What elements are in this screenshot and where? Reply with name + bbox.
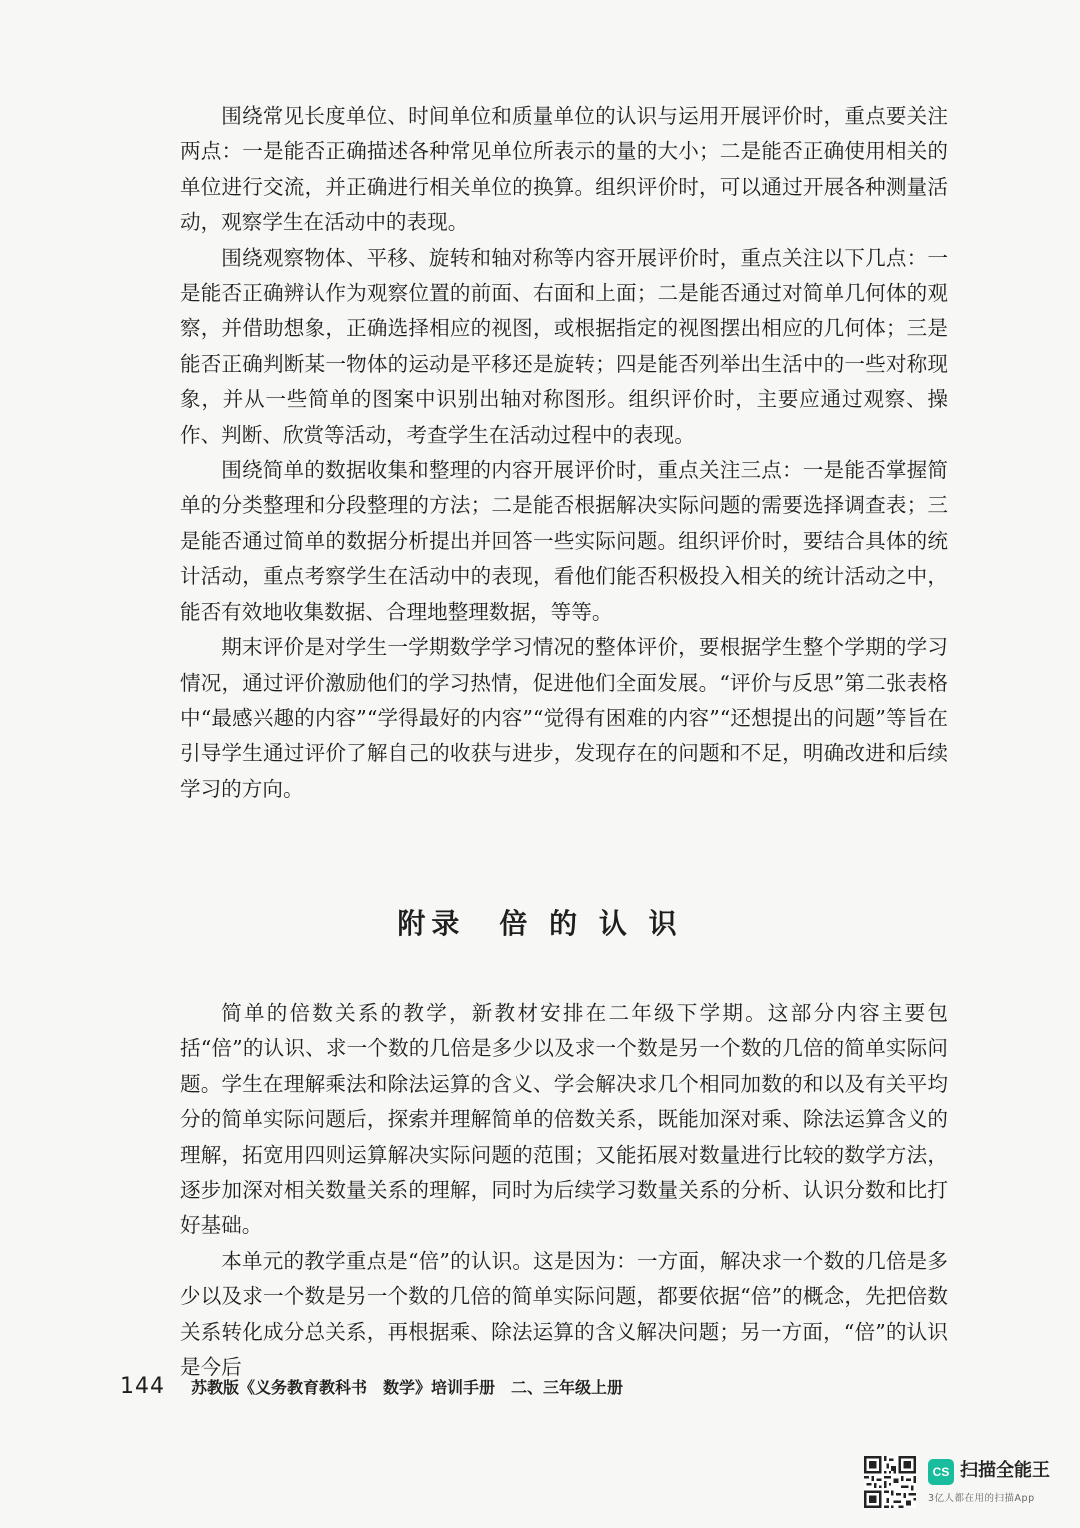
camscanner-logo-icon[interactable]: CS: [928, 1459, 954, 1485]
page-number: 144: [120, 1374, 165, 1399]
paragraph: 简单的倍数关系的教学，新教材安排在二年级下学期。这部分内容主要包括“倍”的认识、求一个数的几倍是多少以及求一个数是另一个数的几倍的简单实际问题。学生在理解乘法和除法运算的含义、学会解决求几个相同加数的和以及有关平均分的简单实际问题后，探索并理解简单的倍数关系，既能加深对乘、除法运算含义的理解，拓宽用四则运算解决实际问题的范围；又能拓展对数量进行比较的数学方法，逐步加深对相关数量关系的理解，同时为后续学习数量关系的分析、认识分数和比打好基础。: [180, 1001, 948, 1238]
paragraph: 围绕常见长度单位、时间单位和质量单位的认识与运用开展评价时，重点要关注两点：一是能否正确描述各种常见单位所表示的量的大小；二是能否正确使用相关的单位进行交流，并正确进行相关单位的换算。组织评价时，可以通过开展各种测量活动，观察学生在活动中的表现。: [180, 104, 948, 235]
paragraph: 围绕简单的数据收集和整理的内容开展评价时，重点关注三点：一是能否掌握简单的分类整理和分段整理的方法；二是能否根据解决实际问题的需要选择调查表；三是能否通过简单的数据分析提出并回答一些实际问题。组织评价时，要结合具体的统计活动，重点考察学生在活动中的表现，看他们能否积极投入相关的统计活动之中，能否有效地收集数据、合理地整理数据，等等。: [180, 458, 948, 624]
paragraph: 围绕观察物体、平移、旋转和轴对称等内容开展评价时，重点关注以下几点：一是能否正确辨认作为观察位置的前面、右面和上面；二是能否通过对简单几何体的观察，并借助想象，正确选择相应的视图，或根据指定的视图摆出相应的几何体；三是能否正确判断某一物体的运动是平移还是旋转；四是能否列举出生活中的一些对称现象，并从一些简单的图案中识别出轴对称图形。组织评价时，主要应通过观察、操作、判断、欣赏等活动，考查学生在活动过程中的表现。: [180, 245, 948, 447]
scanner-watermark: [864, 1456, 1050, 1508]
page-footer: [120, 1374, 623, 1399]
paragraph: 本单元的教学重点是“倍”的认识。这是因为：一方面，解决求一个数的几倍是多少以及求一个数是另一个数的几倍的简单实际问题，都要依据“倍”的概念，先把倍数关系转化成分总关系，再根据乘、除法运算的含义解决问题；另一方面，“倍”的认识是今后: [180, 1248, 948, 1380]
qr-code-icon[interactable]: [864, 1456, 916, 1508]
book-title: 苏教版《义务教育教科书 数学》培训手册 二、三年级上册: [191, 1378, 624, 1397]
section-evaluation: [180, 99, 948, 807]
paragraph: 期末评价是对学生一学期数学学习情况的整体评价，要根据学生整个学期的学习情况，通过评价激励他们的学习热情，促进他们全面发展。“评价与反思”第二张表格中“最感兴趣的内容”“学得最好的内容”“觉得有困难的内容”“还想提出的问题”等旨在引导学生通过评价了解自己的收获与进步，发现存在的问题和不足，明确改进和后续学习的方向。: [180, 635, 948, 801]
appendix-heading: 附录 倍 的 认 识: [397, 907, 683, 940]
scanner-tagline: 3亿人都在用的扫描App: [928, 1493, 1035, 1504]
section-appendix: [180, 996, 948, 1385]
scanner-app-name: 扫描全能王: [960, 1460, 1050, 1481]
